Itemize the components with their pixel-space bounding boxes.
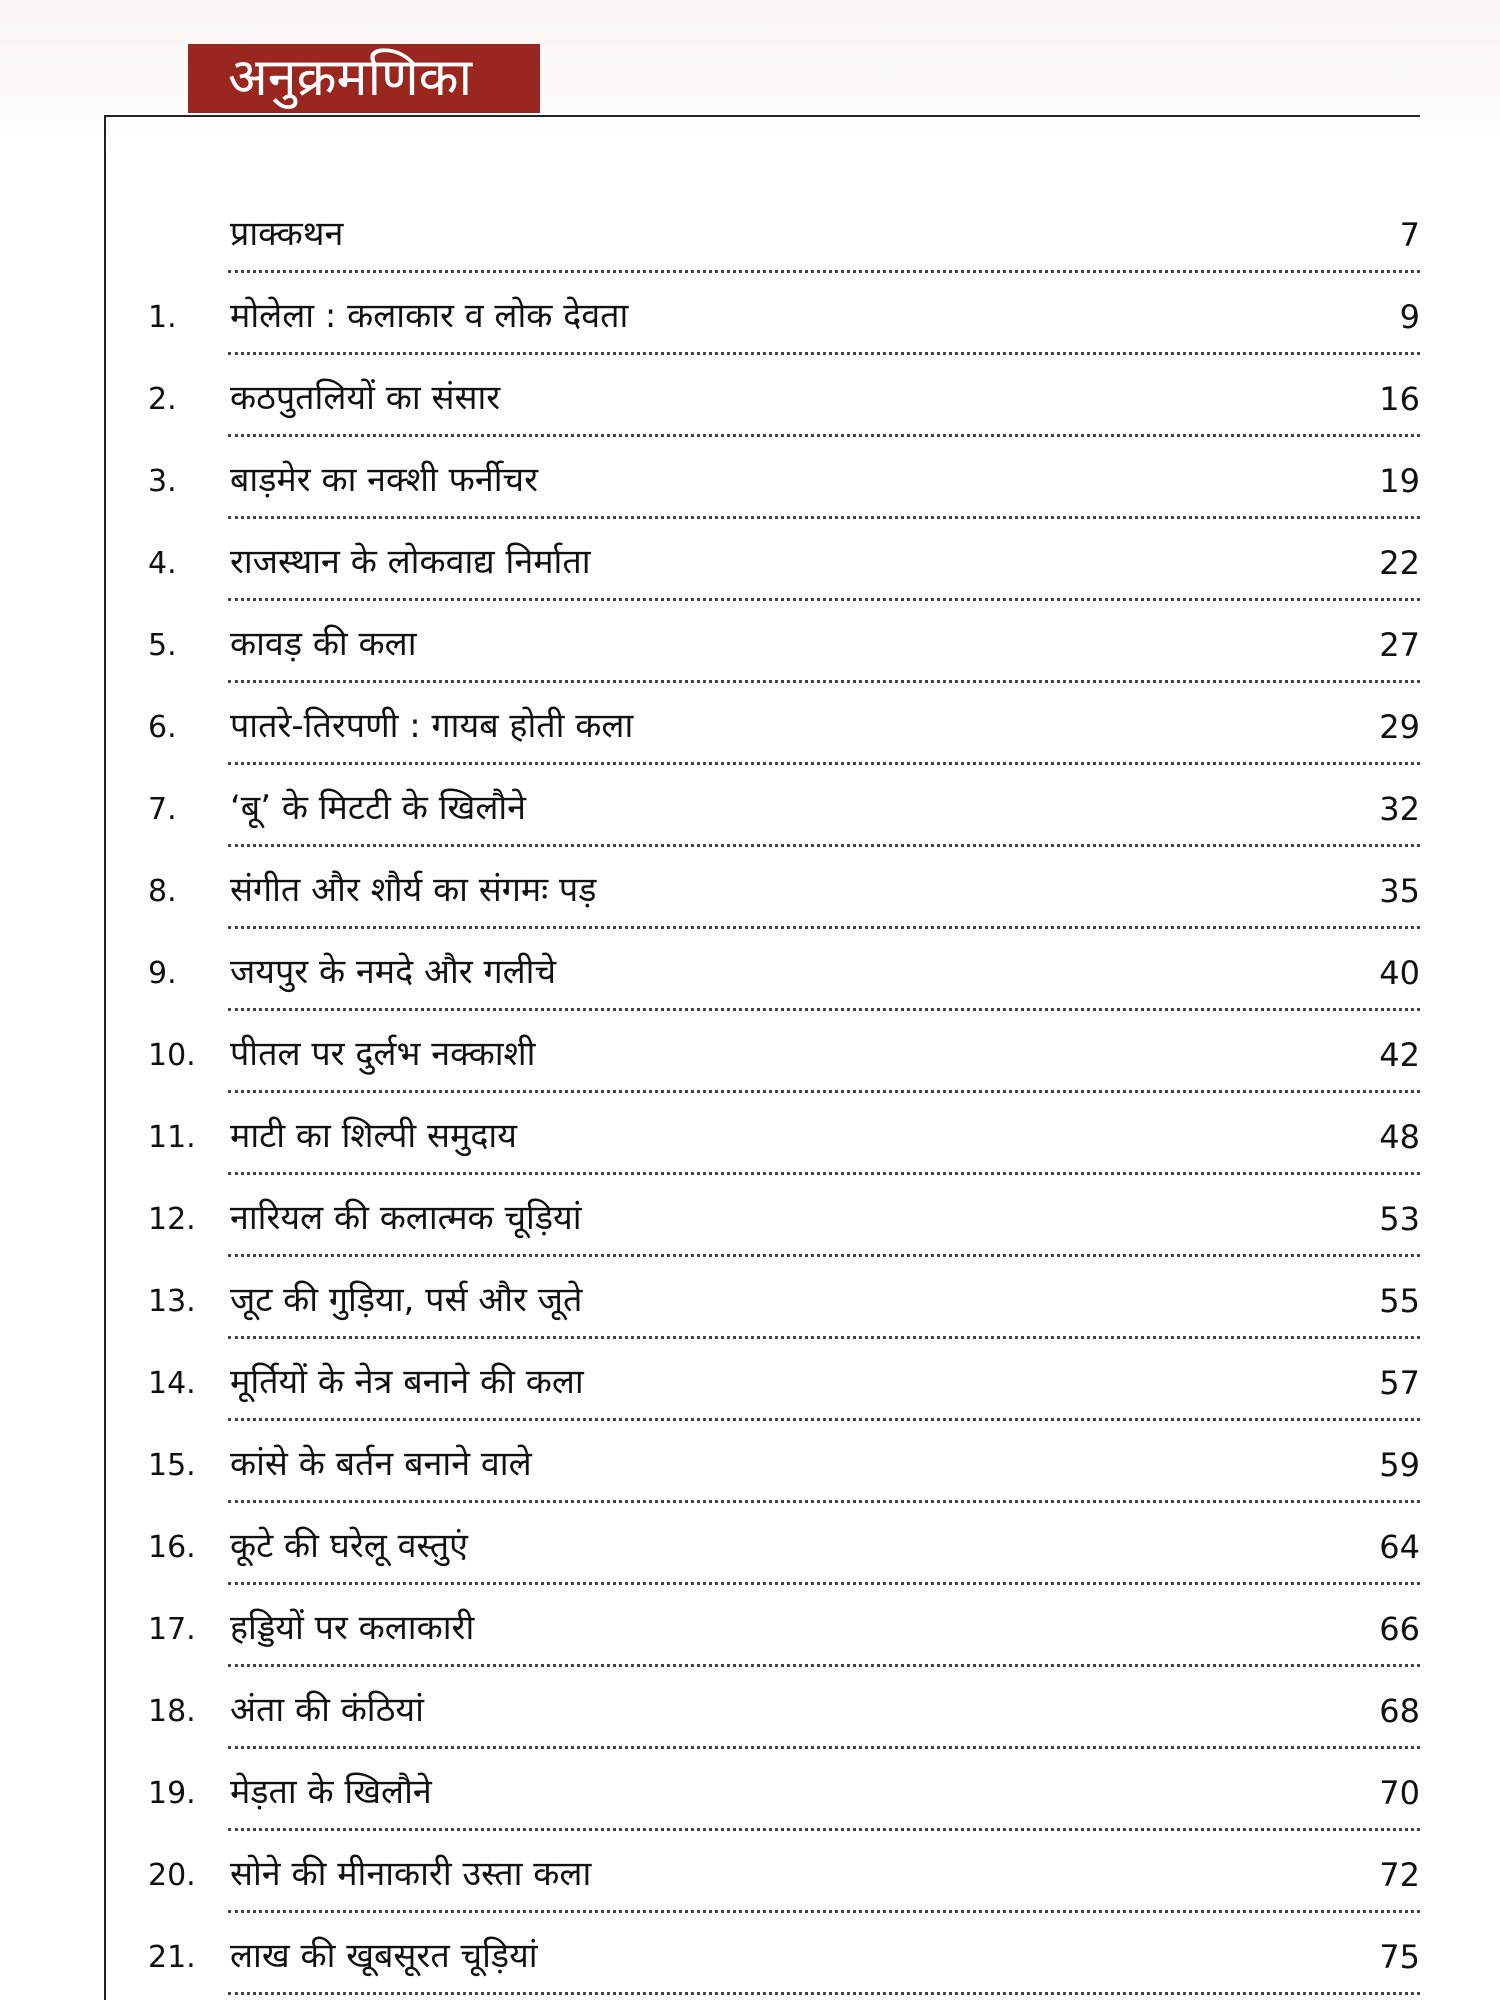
toc-title: हड्डियों पर कलाकारी (230, 1608, 475, 1648)
toc-page-number: 22 (1379, 544, 1420, 582)
toc-page-number: 66 (1379, 1610, 1420, 1648)
toc-number: 10. (148, 1038, 196, 1073)
toc-number: 18. (148, 1694, 196, 1729)
dotted-leader (228, 1254, 1420, 1257)
toc-title: लाख की खूबसूरत चूड़ियां (230, 1936, 538, 1976)
dotted-leader (228, 844, 1420, 847)
toc-entry (0, 200, 1500, 282)
toc-page-number: 70 (1379, 1774, 1420, 1812)
toc-title: राजस्थान के लोकवाद्य निर्माता (230, 542, 591, 582)
toc-title: जयपुर के नमदे और गलीचे (230, 952, 557, 992)
toc-page-number: 16 (1379, 380, 1420, 418)
toc-title: नारियल की कलात्मक चूड़ियां (230, 1198, 582, 1238)
toc-entry (0, 1758, 1500, 1840)
toc-page-number: 7 (1399, 216, 1420, 254)
toc-number: 11. (148, 1120, 196, 1155)
toc-title: कूटे की घरेलू वस्तुएं (230, 1526, 468, 1566)
toc-page-number: 42 (1379, 1036, 1420, 1074)
dotted-leader (228, 680, 1420, 683)
toc-entry (0, 1020, 1500, 1102)
toc-number: 20. (148, 1858, 196, 1893)
dotted-leader (228, 1336, 1420, 1339)
toc-page-number: 48 (1379, 1118, 1420, 1156)
toc-number: 7. (148, 792, 177, 827)
toc-title: पीतल पर दुर्लभ नक्काशी (230, 1034, 536, 1074)
toc-entry (0, 774, 1500, 856)
toc-title: सोने की मीनाकारी उस्ता कला (230, 1854, 592, 1894)
table-of-contents (0, 200, 1500, 2004)
toc-entry (0, 1348, 1500, 1430)
toc-page-number: 72 (1379, 1856, 1420, 1894)
toc-title: अंता की कंठियां (230, 1690, 424, 1730)
dotted-leader (228, 598, 1420, 601)
toc-title: मूर्तियों के नेत्र बनाने की कला (230, 1362, 584, 1402)
toc-number: 4. (148, 546, 177, 581)
dotted-leader (228, 1992, 1420, 1995)
toc-entry (0, 1430, 1500, 1512)
dotted-leader (228, 762, 1420, 765)
toc-number: 16. (148, 1530, 196, 1565)
toc-page-number: 9 (1399, 298, 1420, 336)
toc-title: बाड़मेर का नक्शी फर्नीचर (230, 460, 538, 500)
toc-title: मेड़ता के खिलौने (230, 1772, 432, 1812)
toc-entry (0, 610, 1500, 692)
dotted-leader (228, 1418, 1420, 1421)
toc-title: मोलेला : कलाकार व लोक देवता (230, 296, 629, 336)
toc-entry (0, 1922, 1500, 2004)
dotted-leader (228, 1910, 1420, 1913)
toc-entry (0, 282, 1500, 364)
toc-entry (0, 528, 1500, 610)
toc-title: जूट की गुड़िया, पर्स और जूते (230, 1280, 583, 1320)
dotted-leader (228, 1746, 1420, 1749)
dotted-leader (228, 1172, 1420, 1175)
toc-page-number: 55 (1379, 1282, 1420, 1320)
toc-number: 19. (148, 1776, 196, 1811)
toc-number: 5. (148, 628, 177, 663)
toc-number: 12. (148, 1202, 196, 1237)
dotted-leader (228, 1500, 1420, 1503)
toc-entry (0, 938, 1500, 1020)
toc-number: 17. (148, 1612, 196, 1647)
toc-number: 8. (148, 874, 177, 909)
toc-entry (0, 1676, 1500, 1758)
toc-entry (0, 1594, 1500, 1676)
toc-page-number: 64 (1379, 1528, 1420, 1566)
toc-entry (0, 1266, 1500, 1348)
toc-page-number: 32 (1379, 790, 1420, 828)
toc-title: माटी का शिल्पी समुदाय (230, 1116, 517, 1156)
toc-entry (0, 692, 1500, 774)
toc-number: 13. (148, 1284, 196, 1319)
toc-page-number: 29 (1379, 708, 1420, 746)
toc-entry (0, 1184, 1500, 1266)
dotted-leader (228, 1008, 1420, 1011)
toc-page-number: 57 (1379, 1364, 1420, 1402)
toc-title: कठपुतलियों का संसार (230, 378, 501, 418)
toc-page-number: 59 (1379, 1446, 1420, 1484)
dotted-leader (228, 926, 1420, 929)
toc-title: कांसे के बर्तन बनाने वाले (230, 1444, 532, 1484)
page-title: अनुक्रमणिका (188, 44, 540, 113)
toc-title: पातरे-तिरपणी : गायब होती कला (230, 706, 634, 746)
toc-entry (0, 364, 1500, 446)
toc-number: 6. (148, 710, 177, 745)
toc-entry (0, 1102, 1500, 1184)
toc-page-number: 19 (1379, 462, 1420, 500)
frame-top-rule (104, 115, 1420, 117)
toc-page-number: 53 (1379, 1200, 1420, 1238)
toc-title: प्राक्कथन (230, 214, 344, 254)
toc-title: कावड़ की कला (230, 624, 417, 664)
toc-page-number: 40 (1379, 954, 1420, 992)
dotted-leader (228, 516, 1420, 519)
dotted-leader (228, 1828, 1420, 1831)
toc-number: 9. (148, 956, 177, 991)
toc-page-number: 68 (1379, 1692, 1420, 1730)
toc-number: 15. (148, 1448, 196, 1483)
toc-entry (0, 1512, 1500, 1594)
toc-title: ‘बू’ के मिटटी के खिलौने (230, 788, 527, 828)
toc-number: 2. (148, 382, 177, 417)
dotted-leader (228, 1582, 1420, 1585)
dotted-leader (228, 1090, 1420, 1093)
dotted-leader (228, 270, 1420, 273)
toc-title: संगीत और शौर्य का संगमः पड़ (230, 870, 597, 910)
dotted-leader (228, 1664, 1420, 1667)
toc-page-number: 35 (1379, 872, 1420, 910)
toc-number: 14. (148, 1366, 196, 1401)
toc-entry (0, 446, 1500, 528)
toc-page-number: 75 (1379, 1938, 1420, 1976)
toc-page-number: 27 (1379, 626, 1420, 664)
toc-number: 1. (148, 300, 177, 335)
dotted-leader (228, 434, 1420, 437)
toc-number: 3. (148, 464, 177, 499)
toc-number: 21. (148, 1940, 196, 1975)
dotted-leader (228, 352, 1420, 355)
toc-entry (0, 856, 1500, 938)
toc-entry (0, 1840, 1500, 1922)
